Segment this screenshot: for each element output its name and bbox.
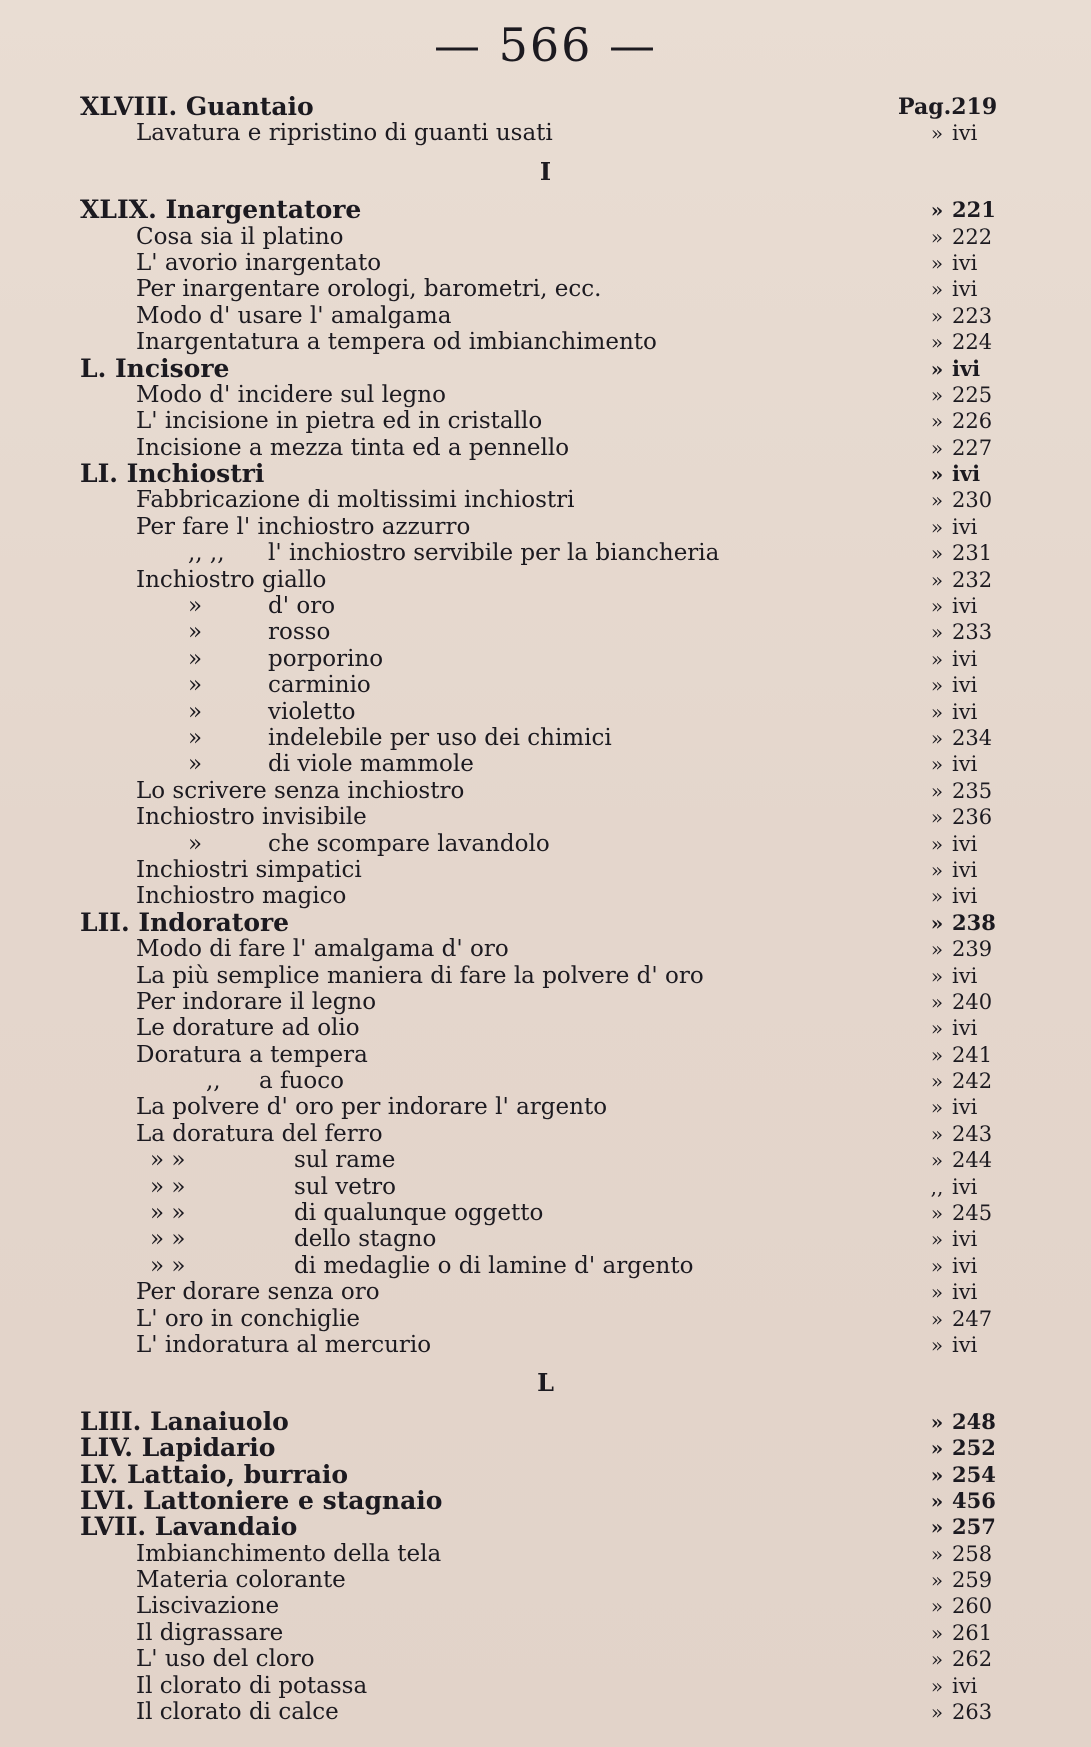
toc-subentry (0, 540, 1091, 566)
page-ref: 221 (952, 197, 996, 223)
page-ref: ivi (952, 963, 978, 988)
entry-title: Inchiostro giallo (136, 566, 327, 593)
page-ref: ivi (952, 1174, 978, 1199)
entry-title: che scompare lavandolo (268, 830, 550, 857)
toc-entry (0, 1094, 1091, 1120)
ditto-mark: » (930, 646, 944, 671)
toc-subentry (0, 672, 1091, 698)
ditto-mark: » (930, 1227, 944, 1252)
toc-entry (0, 303, 1091, 329)
ditto-mark: » (930, 409, 944, 434)
entry-title: violetto (268, 698, 356, 725)
toc-entry (0, 224, 1091, 250)
page-ref: ivi (952, 699, 978, 724)
ditto-mark: » (930, 1201, 944, 1226)
toc-subentry (0, 646, 1091, 672)
ditto-mark: » » (150, 1173, 186, 1200)
toc-entry (0, 936, 1091, 962)
entry-title: L' avorio inargentato (136, 249, 382, 276)
toc-subentry (0, 593, 1091, 619)
toc-subentry (0, 1147, 1091, 1173)
entry-title: L (537, 1368, 554, 1398)
toc-subentry (0, 1174, 1091, 1200)
entry-title: L. Incisore (80, 353, 230, 383)
page-ref: Pag.219 (898, 94, 998, 120)
page-ref: 244 (952, 1148, 993, 1173)
toc-entry (0, 120, 1091, 146)
toc-entry (0, 963, 1091, 989)
entry-title: LVI. Lattoniere e stagnaio (80, 1485, 443, 1515)
page-ref: ivi (952, 752, 978, 777)
toc-section-heading (0, 1514, 1091, 1540)
page-ref: ivi (952, 514, 978, 539)
entry-title: LIV. Lapidario (80, 1433, 276, 1463)
ditto-mark: » (930, 1016, 944, 1041)
entry-title: Inargentatura a tempera od imbianchimento (136, 329, 657, 356)
ditto-mark: » (930, 1332, 944, 1357)
page-ref: ivi (952, 831, 978, 856)
ditto-mark: » » (150, 1200, 186, 1227)
toc-entry (0, 408, 1091, 434)
ditto-mark: » (930, 1515, 944, 1540)
ditto-mark: » (930, 435, 944, 460)
entry-title: l' inchiostro servibile per la biancheria (268, 540, 720, 567)
ditto-mark: » (930, 1121, 944, 1146)
toc-entry (0, 1673, 1091, 1699)
page-ref: ivi (952, 1253, 978, 1278)
page-ref: 238 (952, 909, 996, 935)
entry-title: La doratura del ferro (136, 1120, 383, 1147)
page-number: — 566 — (433, 18, 658, 72)
toc-section-heading (0, 197, 1091, 223)
page-ref: ivi (952, 1095, 978, 1120)
page-ref: ivi (952, 1332, 978, 1357)
toc-entry (0, 1121, 1091, 1147)
entry-title: Inchiostro magico (136, 883, 347, 910)
entry-title: La più semplice maniera di fare la polvere d' oro (136, 962, 704, 989)
entry-title: Per inargentare orologi, barometri, ecc. (136, 276, 602, 303)
ditto-mark: » (930, 1253, 944, 1278)
table-of-contents (0, 94, 1091, 1725)
ditto-mark: » (930, 1409, 944, 1434)
toc-entry (0, 1620, 1091, 1646)
toc-section-heading (0, 907, 1091, 937)
page-ref: 258 (952, 1541, 993, 1566)
page-ref: 257 (952, 1514, 996, 1540)
entry-title: L' incisione in pietra ed in cristallo (136, 408, 543, 435)
entry-title: Modo d' usare l' amalgama (136, 302, 452, 329)
page-ref: ivi (952, 461, 981, 487)
entry-title: Le dorature ad olio (136, 1015, 360, 1042)
page-ref: ivi (952, 1280, 978, 1305)
page-ref: 225 (952, 382, 993, 407)
page-ref: 243 (952, 1121, 993, 1146)
page-ref: 223 (952, 303, 993, 328)
toc-subentry (0, 619, 1091, 645)
toc-entry (0, 250, 1091, 276)
ditto-mark: » (188, 724, 203, 751)
page-ref: ivi (952, 857, 978, 882)
page-ref: ivi (952, 646, 978, 671)
entry-title: di medaglie o di lamine d' argento (294, 1252, 694, 1279)
toc-subentry (0, 699, 1091, 725)
ditto-mark: » (930, 382, 944, 407)
page-ref: 230 (952, 488, 993, 513)
entry-title: LVII. Lavandaio (80, 1512, 298, 1542)
ditto-mark: » (930, 1280, 944, 1305)
ditto-mark: » (188, 645, 203, 672)
toc-section-heading (0, 1485, 1091, 1515)
page-ref: ivi (952, 594, 978, 619)
ditto-mark: » (930, 831, 944, 856)
ditto-mark: » (930, 752, 944, 777)
page-ref: ivi (952, 673, 978, 698)
toc-entry (0, 1567, 1091, 1593)
ditto-mark: » (930, 121, 944, 146)
entry-title: Lavatura e ripristino di guanti usati (136, 120, 553, 147)
entry-title: porporino (268, 645, 384, 672)
ditto-mark: » (930, 884, 944, 909)
toc-entry (0, 989, 1091, 1015)
toc-section-heading (0, 353, 1091, 383)
page-ref: 233 (952, 620, 993, 645)
ditto-mark: » (930, 594, 944, 619)
entry-title: Cosa sia il platino (136, 223, 344, 250)
ditto-mark: » (930, 1700, 944, 1725)
ditto-mark: » (930, 673, 944, 698)
toc-entry (0, 1541, 1091, 1567)
ditto-mark: » (930, 937, 944, 962)
ditto-mark: » (930, 1306, 944, 1331)
page-ref: 242 (952, 1069, 993, 1094)
ditto-mark: ,, ,, (188, 540, 225, 567)
entry-title: XLIX. Inargentatore (80, 195, 362, 225)
toc-entry (0, 435, 1091, 461)
page-ref: ivi (952, 884, 978, 909)
ditto-mark: ,, (930, 1174, 944, 1199)
ditto-mark: » (188, 593, 203, 620)
toc-subentry (0, 751, 1091, 777)
ditto-mark: » (930, 277, 944, 302)
toc-entry (0, 1593, 1091, 1619)
ditto-mark: » (930, 910, 944, 935)
ditto-mark: » (930, 1148, 944, 1173)
toc-entry (0, 857, 1091, 883)
ditto-mark: » (930, 1462, 944, 1487)
toc-subentry (0, 1253, 1091, 1279)
entry-title: Modo di fare l' amalgama d' oro (136, 936, 509, 963)
page-ref: 239 (952, 937, 993, 962)
ditto-mark: » (930, 541, 944, 566)
ditto-mark: » » (150, 1226, 186, 1253)
page-ref: 236 (952, 805, 993, 830)
ditto-mark: » (930, 805, 944, 830)
toc-entry (0, 1015, 1091, 1041)
toc-entry (0, 382, 1091, 408)
entry-title: LI. Inchiostri (80, 459, 265, 489)
ditto-mark: » (930, 514, 944, 539)
page-ref: ivi (952, 1016, 978, 1041)
ditto-mark: » (930, 1436, 944, 1461)
toc-section-heading (0, 1406, 1091, 1436)
entry-title: Liscivazione (136, 1593, 280, 1620)
toc-entry (0, 778, 1091, 804)
page-ref: ivi (952, 250, 978, 275)
entry-title: di viole mammole (268, 751, 474, 778)
toc-entry (0, 1646, 1091, 1672)
ditto-mark: » (930, 1673, 944, 1698)
page-ref: 262 (952, 1647, 993, 1672)
page-ref: ivi (952, 277, 978, 302)
entry-title: Materia colorante (136, 1567, 346, 1594)
ditto-mark: » (930, 356, 944, 381)
ditto-mark: » (930, 303, 944, 328)
page-ref: 248 (952, 1408, 996, 1434)
page-ref: 245 (952, 1201, 993, 1226)
toc-subentry (0, 1200, 1091, 1226)
toc-subentry (0, 831, 1091, 857)
ditto-mark: » (930, 778, 944, 803)
toc-entry (0, 276, 1091, 302)
ditto-mark: » (188, 672, 203, 699)
entry-title: La polvere d' oro per indorare l' argento (136, 1094, 608, 1121)
ditto-mark: » (930, 330, 944, 355)
toc-subentry (0, 1068, 1091, 1094)
page-ref: 263 (952, 1700, 993, 1725)
toc-entry (0, 1332, 1091, 1358)
entry-title: sul vetro (294, 1173, 396, 1200)
entry-title: Fabbricazione di moltissimi inchiostri (136, 487, 575, 514)
toc-section-heading (0, 94, 1091, 120)
ditto-mark: » (188, 619, 203, 646)
ditto-mark: » (930, 1568, 944, 1593)
page-ref: 231 (952, 541, 993, 566)
entry-title: Il digrassare (136, 1619, 284, 1646)
toc-section-heading (0, 461, 1091, 487)
toc-entry (0, 804, 1091, 830)
page-ref: 226 (952, 409, 993, 434)
page-ref: 254 (952, 1461, 996, 1487)
ditto-mark: » (188, 698, 203, 725)
page-ref: 232 (952, 567, 993, 592)
ditto-mark: » (930, 488, 944, 513)
entry-title: LV. Lattaio, burraio (80, 1459, 349, 1489)
entry-title: sul rame (294, 1147, 396, 1174)
entry-title: Per indorare il legno (136, 988, 377, 1015)
ditto-mark: » (930, 963, 944, 988)
page-ref: 235 (952, 778, 993, 803)
page-ref: 222 (952, 224, 993, 249)
ditto-mark: » (930, 567, 944, 592)
entry-title: d' oro (268, 593, 336, 620)
page-ref: 260 (952, 1594, 993, 1619)
toc-entry (0, 1279, 1091, 1305)
toc-subentry (0, 1226, 1091, 1252)
toc-entry (0, 567, 1091, 593)
page-ref: 240 (952, 989, 993, 1014)
entry-title: Per dorare senza oro (136, 1279, 380, 1306)
page-ref: ivi (952, 1227, 978, 1252)
entry-title: L' indoratura al mercurio (136, 1331, 432, 1358)
entry-title: Il clorato di potassa (136, 1672, 368, 1699)
ditto-mark: » (930, 1594, 944, 1619)
page-ref: 224 (952, 330, 993, 355)
toc-entry (0, 514, 1091, 540)
entry-title: Modo d' incidere sul legno (136, 381, 446, 408)
page-ref: 247 (952, 1306, 993, 1331)
page-ref: 261 (952, 1620, 993, 1645)
ditto-mark: » (188, 830, 203, 857)
entry-title: indelebile per uso dei chimici (268, 724, 612, 751)
ditto-mark: » (930, 857, 944, 882)
ditto-mark: » » (150, 1147, 186, 1174)
entry-title: Il clorato di calce (136, 1699, 339, 1726)
page-ref: 456 (952, 1487, 996, 1513)
page-ref: ivi (952, 1673, 978, 1698)
entry-title: di qualunque oggetto (294, 1200, 544, 1227)
entry-title: I (539, 156, 552, 186)
toc-subentry (0, 725, 1091, 751)
toc-entry (0, 487, 1091, 513)
ditto-mark: ,, (206, 1068, 221, 1095)
toc-letter-heading (0, 156, 1091, 186)
entry-title: Per fare l' inchiostro azzurro (136, 513, 471, 540)
ditto-mark: » (930, 250, 944, 275)
ditto-mark: » (930, 1541, 944, 1566)
ditto-mark: » (930, 1095, 944, 1120)
entry-title: Imbianchimento della tela (136, 1540, 442, 1567)
entry-title: LII. Indoratore (80, 907, 290, 937)
entry-title: LIII. Lanaiuolo (80, 1406, 289, 1436)
page-ref: 259 (952, 1568, 993, 1593)
ditto-mark: » (930, 1620, 944, 1645)
entry-title: Lo scrivere senza inchiostro (136, 777, 465, 804)
entry-title: rosso (268, 619, 331, 646)
ditto-mark: » (930, 989, 944, 1014)
ditto-mark: » (930, 1042, 944, 1067)
entry-title: Incisione a mezza tinta ed a pennello (136, 434, 570, 461)
page-ref: 227 (952, 435, 993, 460)
ditto-mark: » » (150, 1252, 186, 1279)
entry-title: XLVIII. Guantaio (80, 92, 314, 121)
entry-title: Doratura a tempera (136, 1041, 368, 1068)
toc-entry (0, 1306, 1091, 1332)
ditto-mark: » (930, 620, 944, 645)
page-ref: ivi (952, 355, 981, 381)
entry-title: dello stagno (294, 1226, 437, 1253)
ditto-mark: » (188, 751, 203, 778)
toc-entry (0, 1042, 1091, 1068)
entry-title: Inchiostri simpatici (136, 856, 362, 883)
entry-title: carminio (268, 672, 371, 699)
ditto-mark: » (930, 462, 944, 487)
entry-title: a fuoco (259, 1068, 344, 1095)
page-ref: 241 (952, 1042, 993, 1067)
ditto-mark: » (930, 1647, 944, 1672)
toc-letter-heading (0, 1370, 1091, 1396)
toc-entry (0, 1699, 1091, 1725)
entry-title: Inchiostro invisibile (136, 804, 367, 831)
ditto-mark: » (930, 1069, 944, 1094)
ditto-mark: » (930, 725, 944, 750)
toc-section-heading (0, 1459, 1091, 1489)
ditto-mark: » (930, 198, 944, 223)
entry-title: L' uso del cloro (136, 1646, 315, 1673)
ditto-mark: » (930, 224, 944, 249)
page-ref: 234 (952, 725, 993, 750)
entry-title: L' oro in conchiglie (136, 1305, 361, 1332)
page-ref: ivi (952, 121, 978, 146)
toc-entry (0, 883, 1091, 909)
ditto-mark: » (930, 699, 944, 724)
page-ref: 252 (952, 1435, 996, 1461)
ditto-mark: » (930, 1488, 944, 1513)
toc-section-heading (0, 1435, 1091, 1461)
toc-entry (0, 329, 1091, 355)
